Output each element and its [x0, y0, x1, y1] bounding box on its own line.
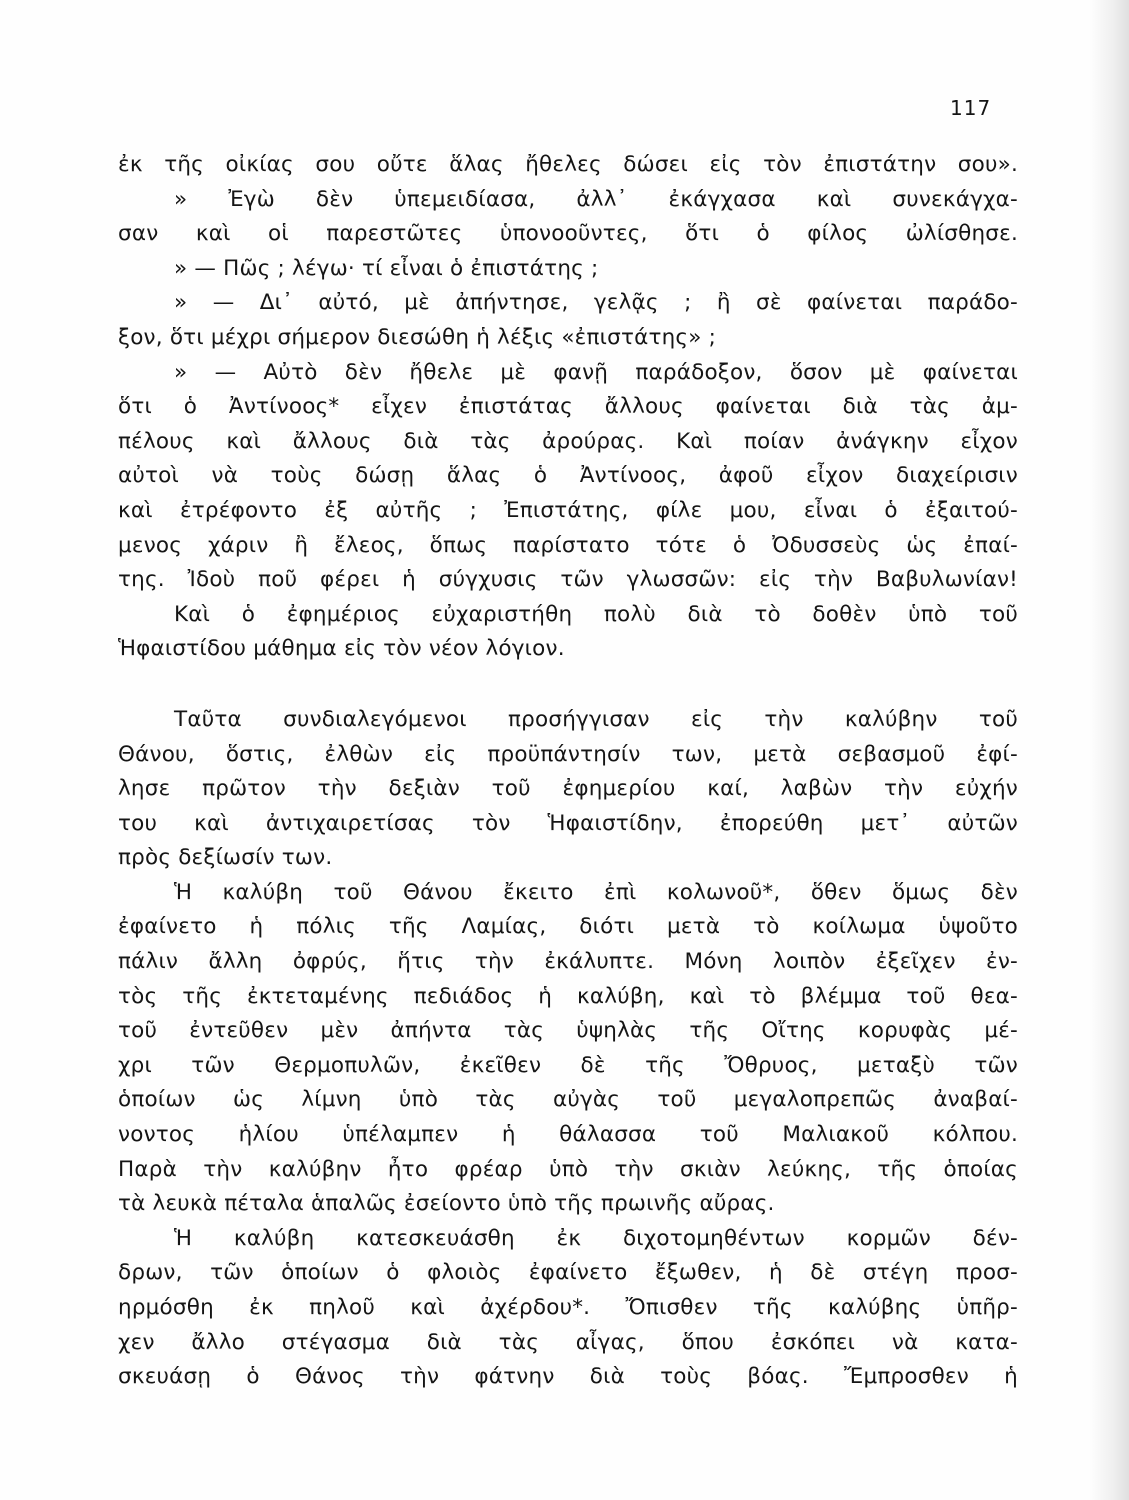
text-line: Ἡ καλύβη τοῦ Θάνου ἔκειτο ἐπὶ κολωνοῦ*, ὅθεν ὅμως δὲν — [174, 879, 1018, 905]
text-line: αὐτοὶ νὰ τοὺς δώσῃ ἅλας ὁ Ἀντίνοος, ἀφοῦ εἶχον διαχείρισιν — [118, 463, 1018, 489]
text-line: ὁποίων ὡς λίμνη ὑπὸ τὰς αὐγὰς τοῦ μεγαλοπρεπῶς ἀναβαί- — [118, 1087, 1018, 1113]
text-line: τὰ λευκὰ πέταλα ἁπαλῶς ἐσείοντο ὑπὸ τῆς πρωινῆς αὔρας. — [118, 1191, 775, 1217]
text-line: ξον, ὅτι μέχρι σήμερον διεσώθη ἡ λέξις «ἐπιστάτης» ; — [118, 324, 717, 350]
text-line: Ταῦτα συνδιαλεγόμενοι προσήγγισαν εἰς τὴν καλύβην τοῦ — [174, 706, 1018, 732]
text-line: του καὶ ἀντιχαιρετίσας τὸν Ἡφαιστίδην, ἐπορεύθη μετ᾿ αὐτῶν — [118, 810, 1018, 836]
text-line: πέλους καὶ ἄλλους διὰ τὰς ἀρούρας. Καὶ ποίαν ἀνάγκην εἶχον — [118, 428, 1018, 454]
text-line: Ἡ καλύβη κατεσκευάσθη ἐκ διχοτομηθέντων κορμῶν δέν- — [174, 1225, 1018, 1251]
body-text — [118, 148, 1018, 1395]
text-line: της. Ἰδοὺ ποῦ φέρει ἡ σύγχυσις τῶν γλωσσῶν: εἰς τὴν Βαβυλωνίαν! — [118, 567, 1018, 593]
text-line: χεν ἄλλο στέγασμα διὰ τὰς αἶγας, ὅπου ἐσκόπει νὰ κατα- — [118, 1329, 1018, 1355]
text-line: ὅτι ὁ Ἀντίνοος* εἶχεν ἐπιστάτας ἄλλους φαίνεται διὰ τὰς ἀμ- — [118, 394, 1018, 420]
text-line: σαν καὶ οἱ παρεστῶτες ὑπονοοῦντες, ὅτι ὁ φίλος ὠλίσθησε. — [118, 221, 1018, 247]
text-line: πάλιν ἄλλη ὀφρύς, ἥτις τὴν ἐκάλυπτε. Μόνη λοιπὸν ἐξεῖχεν ἐν- — [118, 949, 1018, 975]
text-line: καὶ ἐτρέφοντο ἐξ αὐτῆς ; Ἐπιστάτης, φίλε μου, εἶναι ὁ ἐξαιτού- — [118, 497, 1018, 523]
text-line: » — Αὐτὸ δὲν ἤθελε μὲ φανῇ παράδοξον, ὅσον μὲ φαίνεται — [174, 359, 1018, 385]
text-line: Ἡφαιστίδου μάθημα εἰς τὸν νέον λόγιον. — [118, 636, 565, 662]
text-line: ηρμόσθη ἐκ πηλοῦ καὶ ἀχέρδου*. Ὄπισθεν τῆς καλύβης ὑπῆρ- — [118, 1295, 1018, 1320]
text-line: μενος χάριν ἢ ἔλεος, ὅπως παρίστατο τότε ὁ Ὀδυσσεὺς ὡς ἐπαί- — [118, 532, 1018, 558]
text-line: Θάνου, ὅστις, ἐλθὼν εἰς προϋπάντησίν των, μετὰ σεβασμοῦ ἐφί- — [118, 741, 1018, 767]
text-line: χρι τῶν Θερμοπυλῶν, ἐκεῖθεν δὲ τῆς Ὄθρυος, μεταξὺ τῶν — [118, 1052, 1018, 1078]
text-line: » — Δι᾿ αὐτό, μὲ ἀπήντησε, γελᾷς ; ἢ σὲ φαίνεται παράδο- — [174, 290, 1018, 316]
text-line: τὸς τῆς ἐκτεταμένης πεδιάδος ἡ καλύβη, καὶ τὸ βλέμμα τοῦ θεα- — [118, 983, 1018, 1009]
text-line: ἐκ τῆς οἰκίας σου οὔτε ἅλας ἤθελες δώσει εἰς τὸν ἐπιστάτην σου». — [118, 152, 1018, 177]
text-line: πρὸς δεξίωσίν των. — [118, 845, 333, 871]
text-line: σκευάσῃ ὁ Θάνος τὴν φάτνην διὰ τοὺς βόας. Ἔμπροσθεν ἡ — [118, 1364, 1018, 1390]
text-line: τοῦ ἐντεῦθεν μὲν ἀπήντα τὰς ὑψηλὰς τῆς Οἴτης κορυφὰς μέ- — [118, 1018, 1018, 1044]
text-line: ἐφαίνετο ἡ πόλις τῆς Λαμίας, διότι μετὰ τὸ κοίλωμα ὑψοῦτο — [118, 914, 1018, 940]
section-gap — [118, 667, 1018, 703]
text-line: » Ἐγὼ δὲν ὑπεμειδίασα, ἀλλ᾿ ἐκάγχασα καὶ συνεκάγχα- — [174, 186, 1018, 212]
text-line: » — Πῶς ; λέγω· τί εἶναι ὁ ἐπιστάτης ; — [174, 255, 599, 281]
page-number: 117 — [950, 96, 992, 120]
text-line: Παρὰ τὴν καλύβην ἦτο φρέαρ ὑπὸ τὴν σκιὰν λεύκης, τῆς ὁποίας — [118, 1156, 1018, 1182]
text-line: νοντος ἡλίου ὑπέλαμπεν ἡ θάλασσα τοῦ Μαλιακοῦ κόλπου. — [118, 1122, 1018, 1148]
text-line: δρων, τῶν ὁποίων ὁ φλοιὸς ἐφαίνετο ἔξωθεν, ἡ δὲ στέγη προσ- — [118, 1260, 1018, 1286]
text-line: λησε πρῶτον τὴν δεξιὰν τοῦ ἐφημερίου καί, λαβὼν τὴν εὐχήν — [118, 776, 1018, 802]
text-line: Καὶ ὁ ἐφημέριος εὐχαριστήθη πολὺ διὰ τὸ δοθὲν ὑπὸ τοῦ — [174, 601, 1018, 627]
spine-shadow — [1089, 0, 1129, 1500]
